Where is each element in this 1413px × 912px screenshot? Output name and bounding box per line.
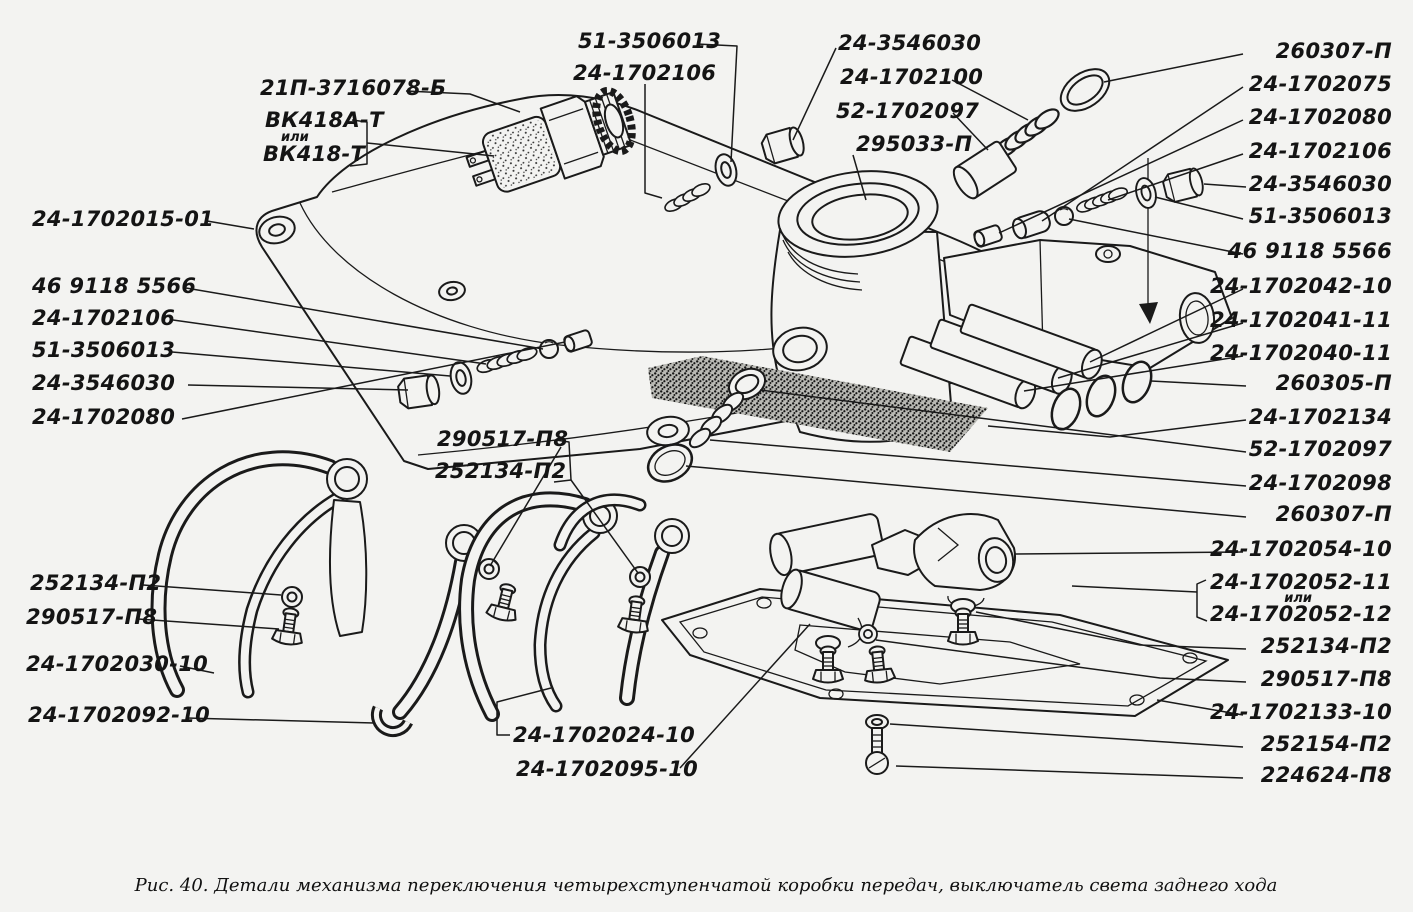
hex-plug-left [397,374,441,409]
part-label: 260307-П [1275,39,1392,63]
part-label: 24-1702106 [32,306,176,330]
part-label: 24-1702106 [1248,139,1392,163]
part-label: 51-3506013 [578,29,722,53]
part-label: 295033-П [856,132,973,156]
part-label: 51-3506013 [1248,204,1392,228]
part-label: 24-1702041-11 [1209,308,1392,332]
part-label: ВК418-Т [263,142,366,166]
part-label: 224624-П8 [1260,763,1392,787]
part-label: 252154-П2 [1260,732,1392,756]
part-label: 24-1702098 [1248,471,1392,495]
part-label: 52-1702097 [836,99,980,123]
part-label: 24-1702052-11 [1209,570,1392,594]
lockwasher-plate [859,625,877,643]
part-label: 24-1702095-10 [516,757,699,781]
part-label: 46 9118 5566 [1227,239,1392,263]
part-label: 252134-П2 [435,459,567,483]
lockwasher-fork-right [630,567,650,587]
part-label: 24-1702080 [32,405,176,429]
part-label: 24-1702040-11 [1209,341,1392,365]
part-label: 24-1702042-10 [1209,274,1392,298]
part-label: 290517-П8 [1260,667,1392,691]
part-label: 24-3546030 [1248,172,1392,196]
part-label: 24-3546030 [838,31,982,55]
part-label: 21П-3716078-Б [260,76,447,100]
part-label: 24-1702015-01 [32,207,215,231]
part-label: 24-3546030 [32,371,176,395]
part-label: 24-1702106 [573,61,717,85]
part-label: или [281,130,309,145]
part-label: 260305-П [1275,371,1392,395]
part-label: 46 9118 5566 [32,274,197,298]
part-label: 24-1702080 [1248,105,1392,129]
part-label: 24-1702054-10 [1209,537,1392,561]
lockwasher-fork-left [282,587,302,607]
part-label: 51-3506013 [32,338,176,362]
part-label: или [1284,591,1312,606]
part-label: 24-1702092-10 [28,703,211,727]
lockwasher-fork-middle [479,559,499,579]
part-label: 24-1702133-10 [1209,700,1392,724]
part-label: 24-1702075 [1248,72,1392,96]
part-label: 52-1702097 [1248,437,1392,461]
part-label: 24-1702030-10 [26,652,209,676]
part-label: 290517-П8 [26,605,158,629]
part-label: 24-1702024-10 [513,723,696,747]
part-label: 24-1702052-12 [1209,602,1392,626]
part-label: 260307-П [1275,502,1392,526]
part-label: 252134-П2 [1260,634,1392,658]
part-label: 24-1702100 [840,65,984,89]
part-label: 24-1702134 [1248,405,1392,429]
part-label: 252134-П2 [30,571,162,595]
part-label: 290517-П8 [437,427,569,451]
figure-caption: Рис. 40. Детали механизма переключения четырехступенчатой коробки передач, выключатель света заднего хода [134,875,1278,896]
part-label: ВК418А-Т [265,108,384,132]
